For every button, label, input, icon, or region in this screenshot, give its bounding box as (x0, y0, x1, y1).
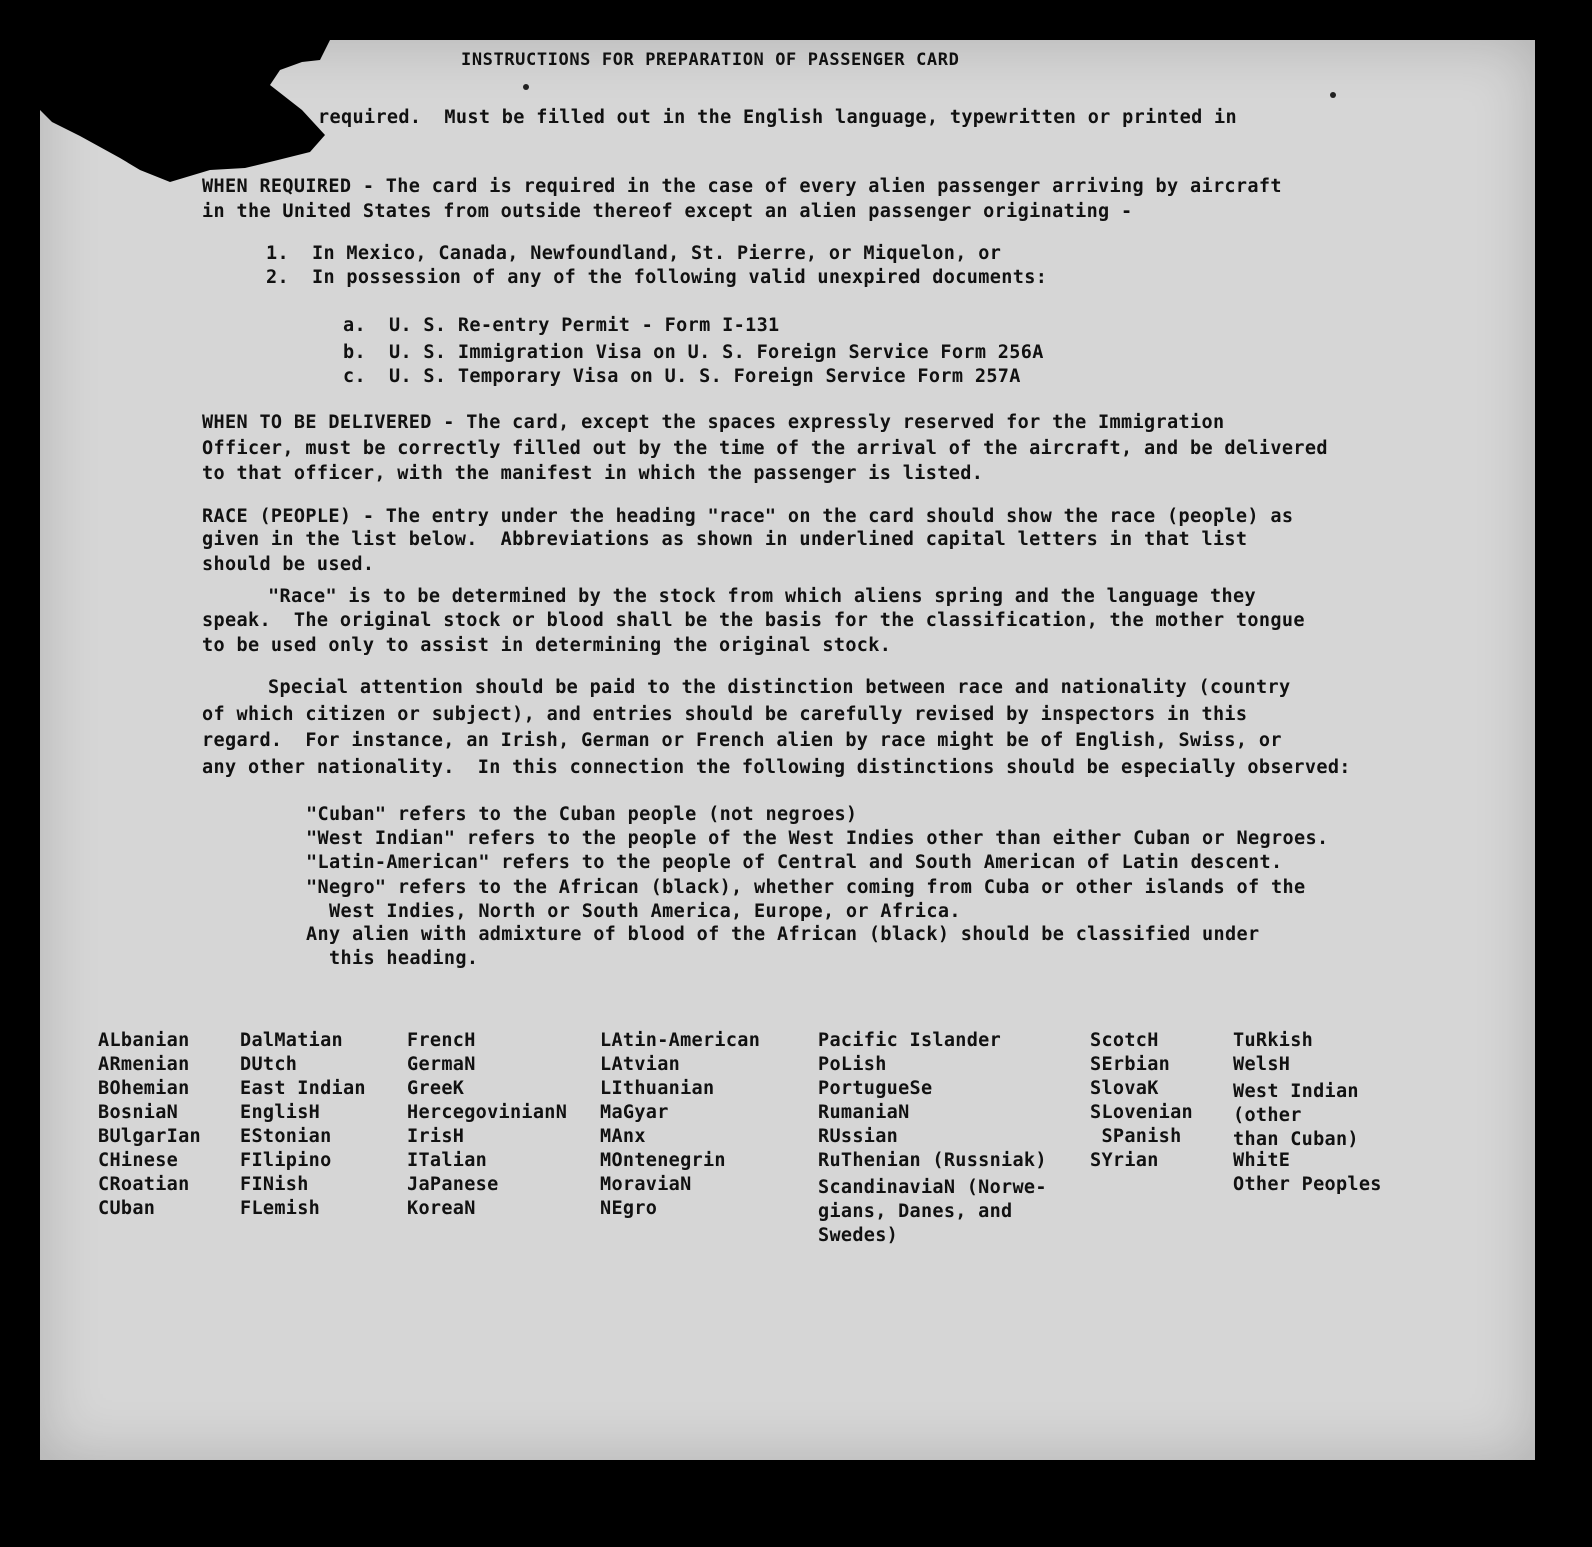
race-item: HercegovinianN (407, 1102, 568, 1123)
when-required-line-2: in the United States from outside thereof except an alien passenger originating - (202, 201, 1133, 222)
race-item: GreeK (407, 1078, 465, 1099)
race-item: WelsH (1233, 1054, 1291, 1075)
race-item: SlovaK (1090, 1078, 1159, 1099)
special-attention-line-4: any other nationality. In this connection the following distinctions should be especially observed: (202, 757, 1351, 778)
race-item: FrencH (407, 1030, 476, 1051)
when-delivered-line-1: WHEN TO BE DELIVERED - The card, except the spaces expressly reserved for the Immigration (202, 412, 1225, 433)
when-required-line-1: WHEN REQUIRED - The card is required in the case of every alien passenger arriving by aircraft (202, 176, 1282, 197)
document-page (40, 40, 1535, 1460)
ink-speck (1330, 92, 1336, 98)
race-column-4 (600, 1032, 760, 1224)
special-attention-line-2: of which citizen or subject), and entries should be carefully revised by inspectors in this (202, 704, 1248, 725)
document-title: INSTRUCTIONS FOR PREPARATION OF PASSENGER CARD (461, 50, 960, 70)
race-column-1 (98, 1032, 201, 1224)
distinction-negro-1: "Negro" refers to the African (black), whether coming from Cuba or other islands of the (306, 877, 1306, 898)
numbered-item-2: 2. In possession of any of the following valid unexpired documents: (266, 267, 1048, 288)
race-item: BOhemian (98, 1078, 190, 1099)
race-people-line-1: RACE (PEOPLE) - The entry under the heading "race" on the card should show the race (people) as (202, 506, 1294, 527)
distinction-west-indian: "West Indian" refers to the people of the West Indies other than either Cuban or Negroes. (306, 828, 1329, 849)
special-attention-line-3: regard. For instance, an Irish, German or French alien by race might be of English, Swiss, or (202, 730, 1282, 751)
race-item: JaPanese (407, 1174, 499, 1195)
race-item: West Indian (other than Cuban) (1233, 1081, 1359, 1150)
race-item: PoLish (818, 1054, 887, 1075)
race-item: RumaniaN (818, 1102, 910, 1123)
race-column-5 (818, 1032, 1047, 1248)
race-item: ALbanian (98, 1030, 190, 1051)
race-item: LIthuanian (600, 1078, 715, 1099)
race-item: SLovenian (1090, 1102, 1193, 1123)
torn-corner (40, 40, 330, 190)
race-item: Pacific Islander (818, 1030, 1002, 1051)
race-item: EnglisH (240, 1102, 321, 1123)
distinction-negro-2: West Indies, North or South America, Europe, or Africa. (306, 901, 961, 922)
race-column-7 (1233, 1032, 1382, 1200)
race-item: ITalian (407, 1150, 488, 1171)
race-column-2 (240, 1032, 366, 1224)
race-item: MoraviaN (600, 1174, 692, 1195)
lettered-item-b: b. U. S. Immigration Visa on U. S. Foreign Service Form 256A (343, 342, 1044, 363)
race-item: BUlgarIan (98, 1126, 201, 1147)
race-item: KoreaN (407, 1198, 476, 1219)
race-item: NEgro (600, 1198, 658, 1219)
race-item: SYrian (1090, 1150, 1159, 1171)
race-people-line-2: given in the list below. Abbreviations as shown in underlined capital letters in that list (202, 529, 1248, 550)
race-determined-line-3: to be used only to assist in determining the original stock. (202, 635, 892, 656)
when-delivered-line-3: to that officer, with the manifest in which the passenger is listed. (202, 463, 984, 484)
race-item: Other Peoples (1233, 1174, 1382, 1195)
numbered-item-1: 1. In Mexico, Canada, Newfoundland, St. Pierre, or Miquelon, or (266, 243, 1002, 264)
race-item: FLemish (240, 1198, 321, 1219)
race-determined-line-1: "Race" is to be determined by the stock from which aliens spring and the language they (268, 586, 1256, 607)
distinction-latin-american: "Latin-American" refers to the people of Central and South American of Latin descent. (306, 852, 1283, 873)
race-item: East Indian (240, 1078, 366, 1099)
race-column-3 (407, 1032, 567, 1224)
race-item: CRoatian (98, 1174, 190, 1195)
race-item: RuThenian (Russniak) (818, 1150, 1047, 1171)
distinction-admixture-2: this heading. (306, 948, 479, 969)
race-item: PortugueSe (818, 1078, 933, 1099)
race-item: SPanish (1090, 1126, 1182, 1147)
distinction-cuban: "Cuban" refers to the Cuban people (not negroes) (306, 804, 858, 825)
ink-speck (523, 84, 529, 90)
race-item: CHinese (98, 1150, 179, 1171)
race-people-line-3: should be used. (202, 554, 375, 575)
when-delivered-line-2: Officer, must be correctly filled out by the time of the arrival of the aircraft, and be delivered (202, 438, 1328, 459)
race-item: BosniaN (98, 1102, 179, 1123)
race-item: WhitE (1233, 1150, 1291, 1171)
race-item: MaGyar (600, 1102, 669, 1123)
race-item: ARmenian (98, 1054, 190, 1075)
race-item: DalMatian (240, 1030, 343, 1051)
race-item: LAtvian (600, 1054, 681, 1075)
race-item: DUtch (240, 1054, 298, 1075)
lettered-item-c: c. U. S. Temporary Visa on U. S. Foreign Service Form 257A (343, 366, 1021, 387)
race-determined-line-2: speak. The original stock or blood shall be the basis for the classification, the mother tongue (202, 610, 1305, 631)
race-item: MAnx (600, 1126, 646, 1147)
lettered-item-a: a. U. S. Re-entry Permit - Form I-131 (343, 315, 780, 336)
race-item: ScotcH (1090, 1030, 1159, 1051)
special-attention-line-1: Special attention should be paid to the distinction between race and nationality (country (268, 677, 1291, 698)
race-item: IrisH (407, 1126, 465, 1147)
intro-line: required. Must be filled out in the English language, typewritten or printed in (318, 107, 1238, 128)
race-column-6 (1090, 1032, 1193, 1176)
distinction-admixture-1: Any alien with admixture of blood of the African (black) should be classified under (306, 924, 1260, 945)
race-item: FINish (240, 1174, 309, 1195)
race-item: TuRkish (1233, 1030, 1314, 1051)
race-item: GermaN (407, 1054, 476, 1075)
race-item: EStonian (240, 1126, 332, 1147)
race-item: SErbian (1090, 1054, 1171, 1075)
race-item: MOntenegrin (600, 1150, 726, 1171)
race-item: LAtin-American (600, 1030, 761, 1051)
race-item: RUssian (818, 1126, 899, 1147)
race-item: CUban (98, 1198, 156, 1219)
race-item: ScandinaviaN (Norwe- gians, Danes, and Swedes) (818, 1177, 1047, 1246)
race-item: FIlipino (240, 1150, 332, 1171)
